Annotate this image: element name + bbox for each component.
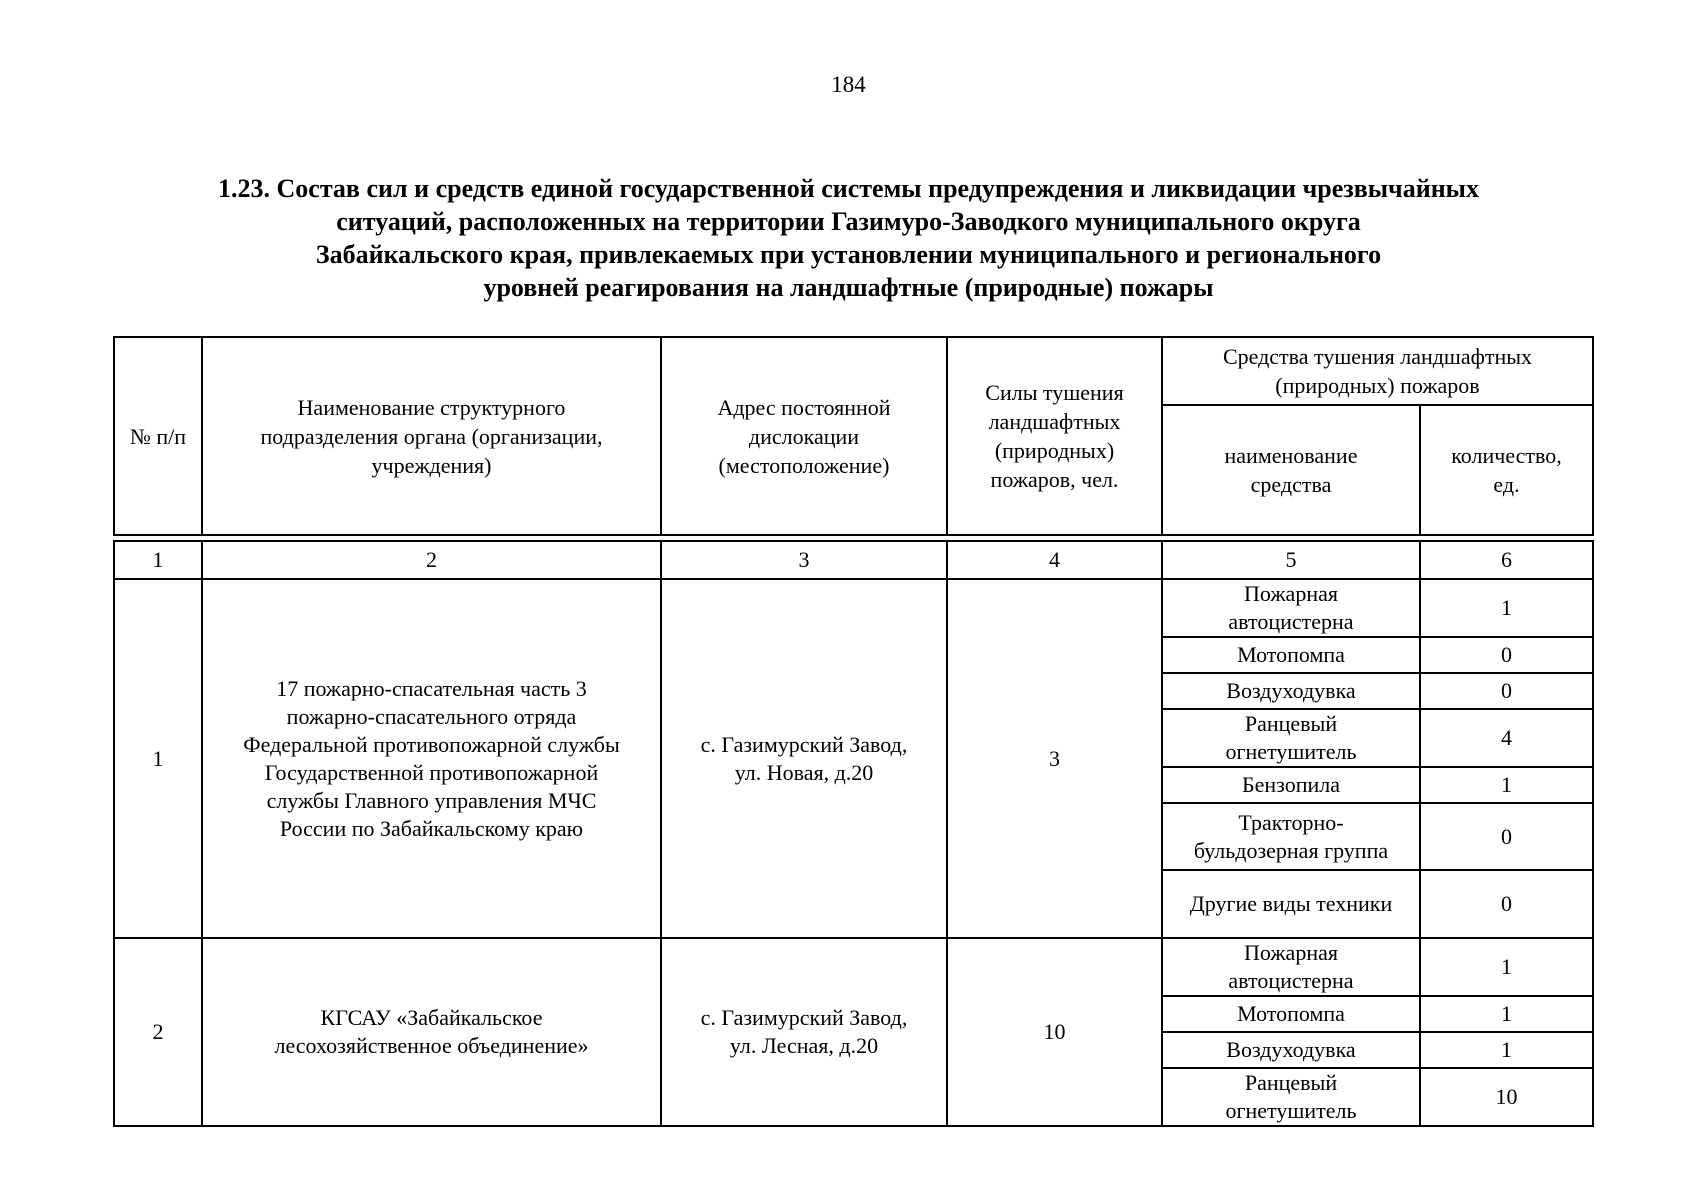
header-unit-name — [202, 337, 661, 535]
cell-text-line: огнетушитель — [1225, 1098, 1357, 1123]
row-forces: 3 — [947, 579, 1162, 938]
cell-text-line: ул. Новая, д.20 — [734, 759, 874, 785]
header-forces — [947, 337, 1162, 535]
equipment-qty: 1 — [1420, 579, 1593, 637]
cell-text-line: Пожарная — [1244, 940, 1338, 965]
cell-text-line: службы Главного управления МЧС — [266, 787, 597, 813]
row-num: 2 — [114, 938, 202, 1126]
table-body — [113, 540, 1594, 1127]
header-text-line: (природных) пожаров — [1275, 373, 1480, 398]
title-line: Забайкальского края, привлекаемых при установлении муниципального и регионального — [315, 240, 1382, 269]
table-header — [113, 336, 1594, 536]
cell-text-line: огнетушитель — [1225, 739, 1357, 764]
cell-text-line: Государственной противопожарной — [264, 759, 599, 785]
title-line: ситуаций, расположенных на территории Газимуро-Заводкого муниципального округа — [336, 207, 1361, 236]
equipment-qty: 0 — [1420, 870, 1593, 938]
equipment-name: Воздуходувка — [1162, 673, 1420, 709]
cell-text-line: пожарно-спасательного отряда — [286, 703, 577, 729]
page-number: 184 — [831, 72, 866, 97]
cell-text-line: автоцистерна — [1228, 968, 1354, 993]
equipment-qty: 1 — [1420, 767, 1593, 803]
cell-text-line: бульдозерная группа — [1193, 837, 1389, 863]
column-number: 1 — [114, 541, 202, 579]
header-means-name — [1162, 405, 1420, 535]
equipment-qty: 0 — [1420, 803, 1593, 870]
cell-text-line: с. Газимурский Завод, — [700, 731, 908, 757]
equipment-name — [1162, 1068, 1420, 1126]
header-num-label: № п/п — [129, 423, 187, 449]
column-number: 4 — [947, 541, 1162, 579]
header-text-line: ландшафтных — [988, 409, 1121, 434]
header-text-line: ед. — [1493, 472, 1520, 497]
equipment-qty: 1 — [1420, 996, 1593, 1032]
equipment-name: Воздуходувка — [1162, 1032, 1420, 1068]
header-means-qty — [1420, 405, 1593, 535]
equipment-name — [1162, 709, 1420, 767]
title-line: 1.23. Состав сил и средств единой государственной системы предупреждения и ликвидации чрезвычайных — [218, 174, 1479, 203]
equipment-qty: 1 — [1420, 938, 1593, 996]
equipment-name: Другие виды техники — [1162, 870, 1420, 938]
equipment-name — [1162, 579, 1420, 637]
header-text-line: (природных) — [994, 438, 1115, 463]
header-text-line: Наименование структурного — [297, 394, 566, 420]
cell-text-line: Федеральной противопожарной службы — [243, 731, 620, 757]
equipment-name — [1162, 803, 1420, 870]
equipment-name: Мотопомпа — [1162, 996, 1420, 1032]
header-text-line: Силы тушения — [985, 380, 1124, 405]
cell-text-line: Тракторно- — [1238, 809, 1344, 835]
column-number-row — [114, 541, 1593, 579]
table-row — [114, 938, 1593, 996]
row-forces: 10 — [947, 938, 1162, 1126]
cell-text-line: Пожарная — [1244, 581, 1338, 606]
equipment-qty: 0 — [1420, 637, 1593, 673]
header-text-line: дислокации — [748, 423, 860, 449]
table-row — [114, 579, 1593, 637]
cell-text-line: КГСАУ «Забайкальское — [320, 1005, 543, 1030]
cell-text-line: 17 пожарно-спасательная часть 3 — [276, 675, 587, 701]
equipment-qty: 4 — [1420, 709, 1593, 767]
row-unit-name — [202, 938, 661, 1126]
header-text-line: наименование — [1224, 443, 1358, 468]
equipment-name: Мотопомпа — [1162, 637, 1420, 673]
header-text-line: Адрес постоянной — [717, 394, 891, 420]
equipment-name: Бензопила — [1162, 767, 1420, 803]
cell-text-line: лесохозяйственное объединение» — [274, 1033, 589, 1058]
cell-text-line: ул. Лесная, д.20 — [729, 1033, 879, 1058]
column-number: 5 — [1162, 541, 1420, 579]
equipment-qty: 0 — [1420, 673, 1593, 709]
equipment-qty: 10 — [1420, 1068, 1593, 1126]
cell-text-line: Ранцевый — [1244, 711, 1338, 736]
header-text-line: пожаров, чел. — [990, 467, 1119, 492]
row-unit-name — [202, 579, 661, 938]
header-text-line: количество, — [1451, 443, 1562, 468]
cell-text-line: с. Газимурский Завод, — [700, 1005, 908, 1030]
header-means-group — [1162, 337, 1593, 405]
column-number: 6 — [1420, 541, 1593, 579]
header-num — [114, 337, 202, 535]
column-number: 3 — [661, 541, 947, 579]
header-text-line: подразделения органа (организации, — [260, 423, 603, 449]
header-text-line: средства — [1250, 472, 1332, 497]
row-num: 1 — [114, 579, 202, 938]
cell-text-line: России по Забайкальскому краю — [279, 815, 584, 841]
header-text-line: учреждения) — [371, 452, 492, 478]
header-text-line: Средства тушения ландшафтных — [1222, 344, 1533, 369]
document-title — [130, 172, 1567, 304]
row-address — [661, 938, 947, 1126]
row-address — [661, 579, 947, 938]
cell-text-line: автоцистерна — [1228, 609, 1354, 634]
equipment-qty: 1 — [1420, 1032, 1593, 1068]
equipment-name — [1162, 938, 1420, 996]
column-number: 2 — [202, 541, 661, 579]
header-address — [661, 337, 947, 535]
cell-text-line: Ранцевый — [1244, 1070, 1338, 1095]
title-line: уровней реагирования на ландшафтные (природные) пожары — [483, 273, 1214, 302]
header-text-line: (местоположение) — [718, 452, 890, 478]
